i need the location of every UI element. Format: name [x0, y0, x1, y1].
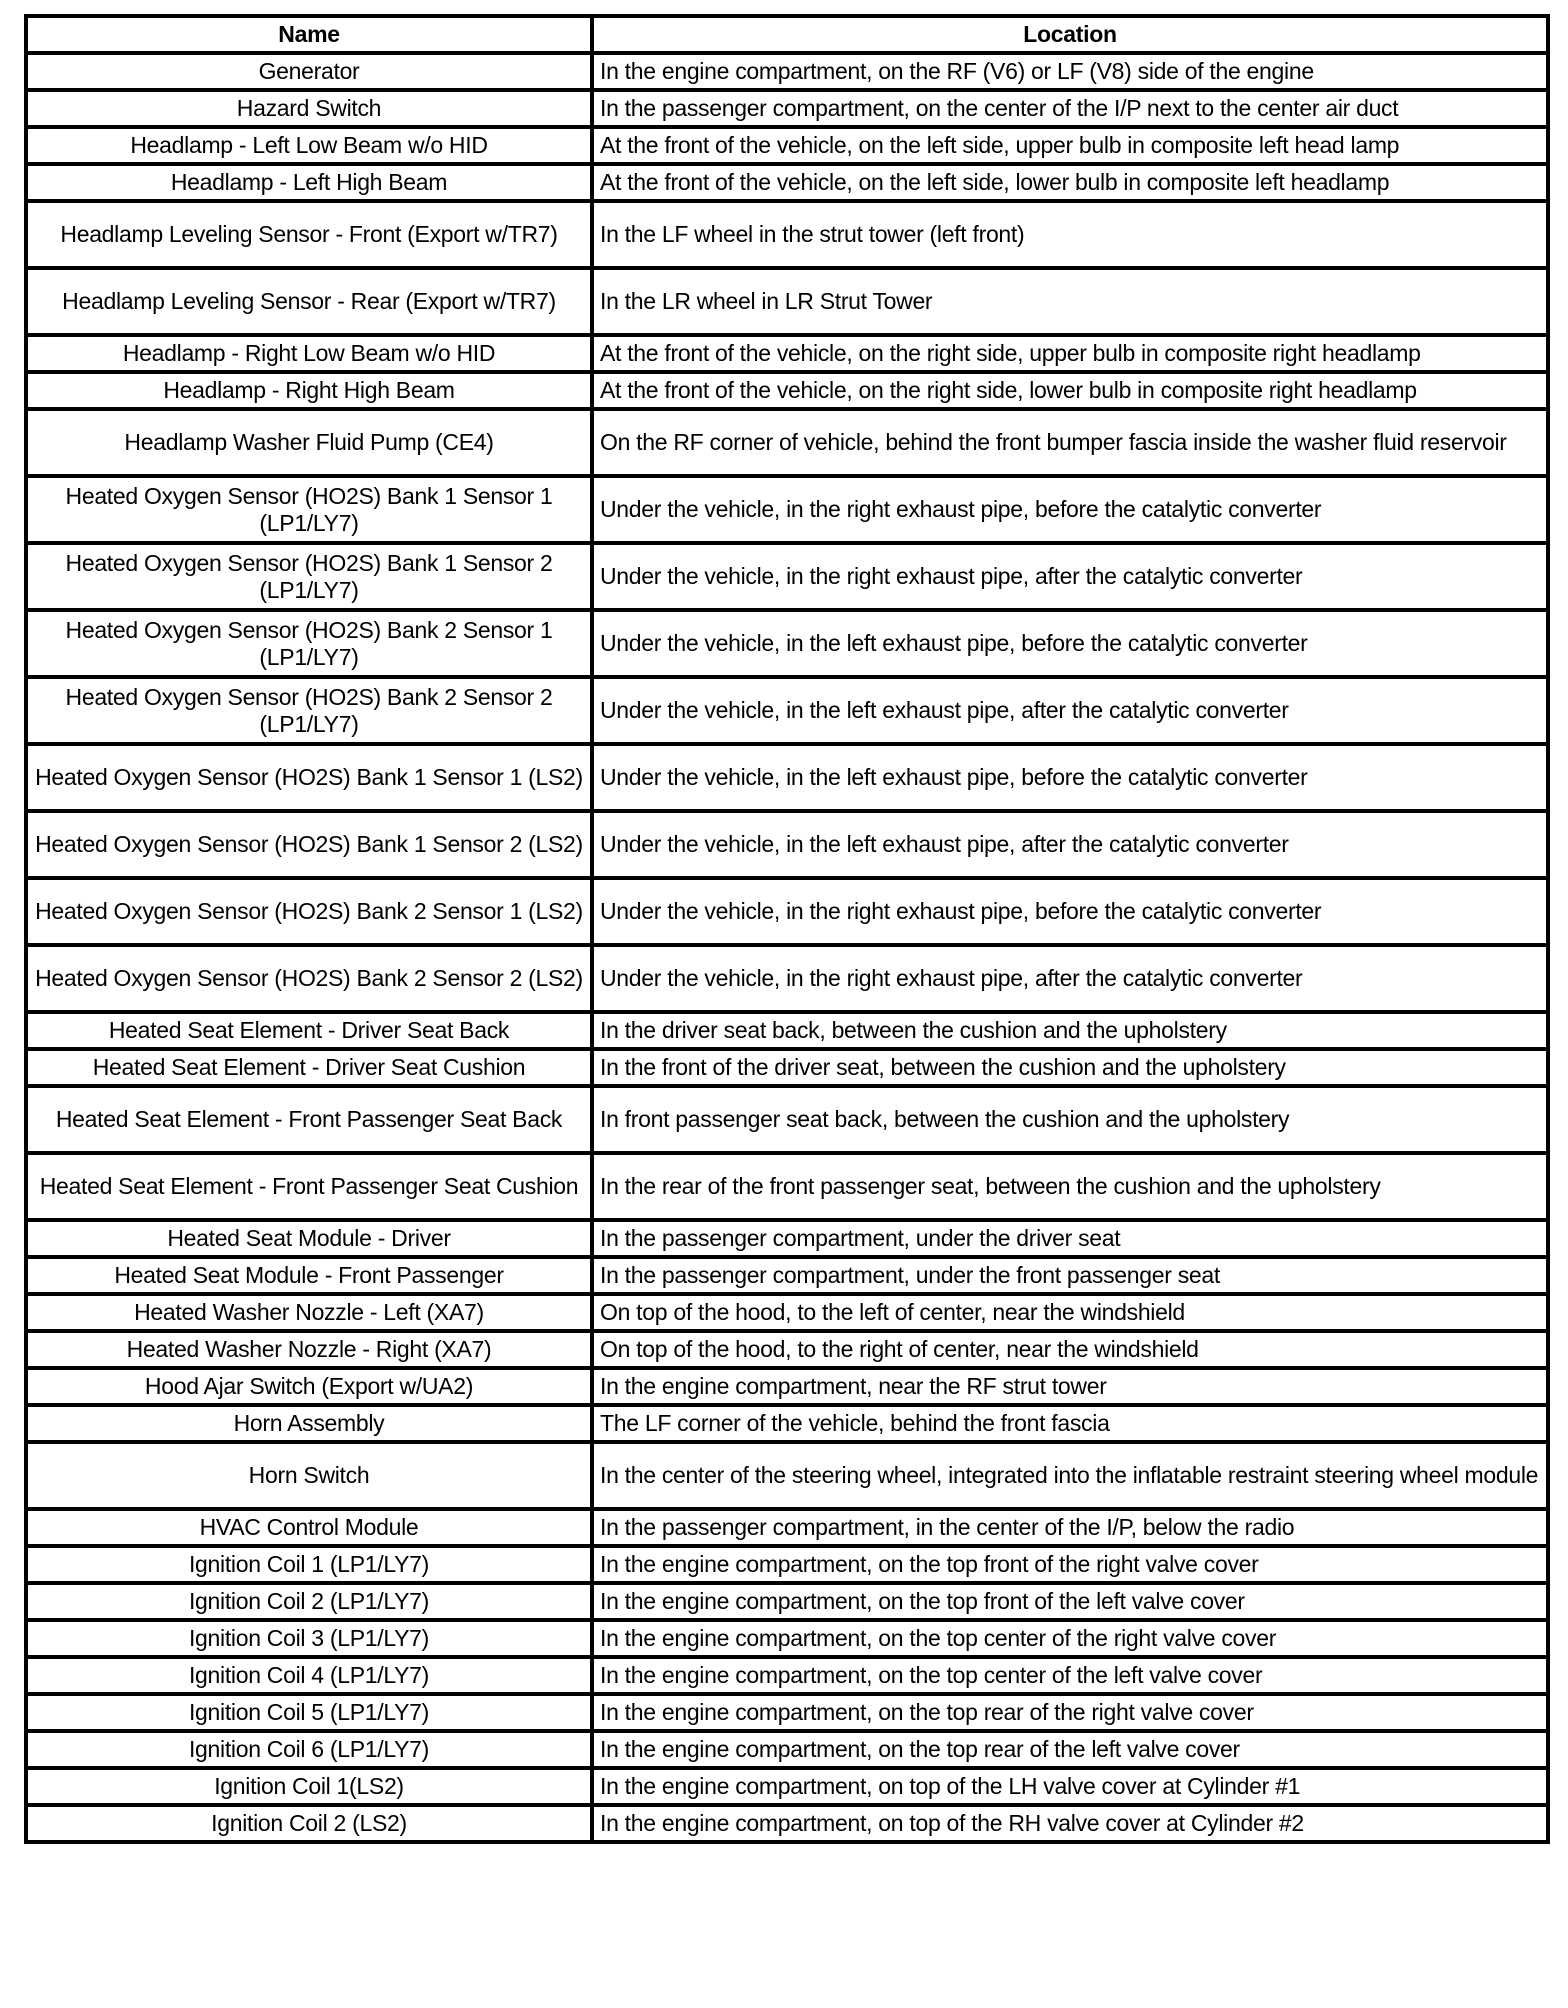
- cell-location: In the engine compartment, on top of the RH valve cover at Cylinder #2: [592, 1805, 1548, 1842]
- cell-location: On top of the hood, to the left of center, near the windshield: [592, 1294, 1548, 1331]
- cell-name: Hazard Switch: [26, 90, 592, 127]
- table-row: [26, 409, 1548, 476]
- cell-location: In the engine compartment, on the RF (V6) or LF (V8) side of the engine: [592, 53, 1548, 90]
- cell-location: Under the vehicle, in the left exhaust pipe, before the catalytic converter: [592, 610, 1548, 677]
- cell-location: In the front of the driver seat, between the cushion and the upholstery: [592, 1049, 1548, 1086]
- cell-location: In the engine compartment, on the top center of the right valve cover: [592, 1620, 1548, 1657]
- cell-location: In the engine compartment, on the top center of the left valve cover: [592, 1657, 1548, 1694]
- table-row: [26, 335, 1548, 372]
- cell-name: Headlamp - Right High Beam: [26, 372, 592, 409]
- cell-name: Ignition Coil 2 (LS2): [26, 1805, 592, 1842]
- cell-name: Heated Washer Nozzle - Left (XA7): [26, 1294, 592, 1331]
- cell-name: Heated Seat Element - Front Passenger Seat Cushion: [26, 1153, 592, 1220]
- cell-name: Heated Oxygen Sensor (HO2S) Bank 2 Sensor 1 (LS2): [26, 878, 592, 945]
- table-row: [26, 1012, 1548, 1049]
- table-row: [26, 1049, 1548, 1086]
- table-row: [26, 1583, 1548, 1620]
- cell-name: Headlamp Leveling Sensor - Front (Export w/TR7): [26, 201, 592, 268]
- table-row: [26, 201, 1548, 268]
- cell-name: Heated Seat Element - Driver Seat Back: [26, 1012, 592, 1049]
- cell-name: Heated Oxygen Sensor (HO2S) Bank 2 Sensor 1 (LP1/LY7): [26, 610, 592, 677]
- cell-name: Heated Seat Element - Driver Seat Cushion: [26, 1049, 592, 1086]
- table-row: [26, 878, 1548, 945]
- cell-location: In the driver seat back, between the cushion and the upholstery: [592, 1012, 1548, 1049]
- table-row: [26, 1086, 1548, 1153]
- cell-name: Ignition Coil 3 (LP1/LY7): [26, 1620, 592, 1657]
- cell-location: On top of the hood, to the right of center, near the windshield: [592, 1331, 1548, 1368]
- cell-name: Heated Oxygen Sensor (HO2S) Bank 1 Sensor 2 (LS2): [26, 811, 592, 878]
- cell-location: In front passenger seat back, between the cushion and the upholstery: [592, 1086, 1548, 1153]
- cell-name: Heated Washer Nozzle - Right (XA7): [26, 1331, 592, 1368]
- table-row: [26, 1294, 1548, 1331]
- cell-location: Under the vehicle, in the right exhaust pipe, before the catalytic converter: [592, 476, 1548, 543]
- cell-name: Heated Oxygen Sensor (HO2S) Bank 1 Sensor 1 (LS2): [26, 744, 592, 811]
- cell-location: Under the vehicle, in the left exhaust pipe, after the catalytic converter: [592, 811, 1548, 878]
- cell-name: Headlamp - Right Low Beam w/o HID: [26, 335, 592, 372]
- cell-location: In the rear of the front passenger seat, between the cushion and the upholstery: [592, 1153, 1548, 1220]
- cell-name: Heated Seat Module - Driver: [26, 1220, 592, 1257]
- cell-name: Generator: [26, 53, 592, 90]
- cell-location: Under the vehicle, in the right exhaust pipe, after the catalytic converter: [592, 945, 1548, 1012]
- table-row: [26, 1509, 1548, 1546]
- cell-name: Hood Ajar Switch (Export w/UA2): [26, 1368, 592, 1405]
- table-row: [26, 1620, 1548, 1657]
- table-row: [26, 744, 1548, 811]
- cell-name: Horn Assembly: [26, 1405, 592, 1442]
- component-location-table: [24, 14, 1550, 1844]
- cell-name: Ignition Coil 6 (LP1/LY7): [26, 1731, 592, 1768]
- cell-location: In the passenger compartment, in the center of the I/P, below the radio: [592, 1509, 1548, 1546]
- cell-location: Under the vehicle, in the left exhaust pipe, before the catalytic converter: [592, 744, 1548, 811]
- column-header-name: Name: [26, 16, 592, 53]
- cell-name: Heated Oxygen Sensor (HO2S) Bank 2 Sensor 2 (LS2): [26, 945, 592, 1012]
- cell-name: Ignition Coil 2 (LP1/LY7): [26, 1583, 592, 1620]
- cell-name: Heated Seat Module - Front Passenger: [26, 1257, 592, 1294]
- table-row: [26, 677, 1548, 744]
- cell-name: Heated Oxygen Sensor (HO2S) Bank 1 Sensor 1 (LP1/LY7): [26, 476, 592, 543]
- cell-location: At the front of the vehicle, on the right side, lower bulb in composite right headlamp: [592, 372, 1548, 409]
- cell-name: Headlamp Washer Fluid Pump (CE4): [26, 409, 592, 476]
- table-header-row: [26, 16, 1548, 53]
- table-row: [26, 1657, 1548, 1694]
- table-row: [26, 1731, 1548, 1768]
- cell-location: Under the vehicle, in the right exhaust pipe, after the catalytic converter: [592, 543, 1548, 610]
- cell-name: Heated Seat Element - Front Passenger Seat Back: [26, 1086, 592, 1153]
- cell-location: In the engine compartment, near the RF strut tower: [592, 1368, 1548, 1405]
- cell-location: In the engine compartment, on the top rear of the left valve cover: [592, 1731, 1548, 1768]
- table-row: [26, 1442, 1548, 1509]
- cell-location: Under the vehicle, in the left exhaust pipe, after the catalytic converter: [592, 677, 1548, 744]
- table-row: [26, 610, 1548, 677]
- table-row: [26, 945, 1548, 1012]
- cell-location: In the engine compartment, on the top front of the left valve cover: [592, 1583, 1548, 1620]
- cell-location: In the passenger compartment, under the front passenger seat: [592, 1257, 1548, 1294]
- table-row: [26, 1331, 1548, 1368]
- cell-name: Headlamp - Left High Beam: [26, 164, 592, 201]
- cell-name: HVAC Control Module: [26, 1509, 592, 1546]
- cell-name: Ignition Coil 1(LS2): [26, 1768, 592, 1805]
- cell-name: Headlamp - Left Low Beam w/o HID: [26, 127, 592, 164]
- cell-name: Ignition Coil 1 (LP1/LY7): [26, 1546, 592, 1583]
- table-row: [26, 1405, 1548, 1442]
- cell-location: Under the vehicle, in the right exhaust pipe, before the catalytic converter: [592, 878, 1548, 945]
- table-row: [26, 1694, 1548, 1731]
- table-row: [26, 1768, 1548, 1805]
- table-row: [26, 1220, 1548, 1257]
- table-row: [26, 268, 1548, 335]
- cell-location: On the RF corner of vehicle, behind the front bumper fascia inside the washer fluid reservoir: [592, 409, 1548, 476]
- cell-name: Heated Oxygen Sensor (HO2S) Bank 2 Sensor 2 (LP1/LY7): [26, 677, 592, 744]
- cell-name: Ignition Coil 5 (LP1/LY7): [26, 1694, 592, 1731]
- cell-location: At the front of the vehicle, on the right side, upper bulb in composite right headlamp: [592, 335, 1548, 372]
- table-row: [26, 53, 1548, 90]
- table-row: [26, 1153, 1548, 1220]
- cell-name: Horn Switch: [26, 1442, 592, 1509]
- cell-location: In the passenger compartment, on the center of the I/P next to the center air duct: [592, 90, 1548, 127]
- table-row: [26, 543, 1548, 610]
- cell-location: At the front of the vehicle, on the left side, upper bulb in composite left head lamp: [592, 127, 1548, 164]
- cell-name: Headlamp Leveling Sensor - Rear (Export w/TR7): [26, 268, 592, 335]
- cell-location: In the engine compartment, on top of the LH valve cover at Cylinder #1: [592, 1768, 1548, 1805]
- cell-location: In the passenger compartment, under the driver seat: [592, 1220, 1548, 1257]
- cell-location: In the engine compartment, on the top front of the right valve cover: [592, 1546, 1548, 1583]
- table-row: [26, 476, 1548, 543]
- cell-location: In the engine compartment, on the top rear of the right valve cover: [592, 1694, 1548, 1731]
- cell-location: In the center of the steering wheel, integrated into the inflatable restraint steering wheel module: [592, 1442, 1548, 1509]
- table-row: [26, 811, 1548, 878]
- cell-name: Heated Oxygen Sensor (HO2S) Bank 1 Sensor 2 (LP1/LY7): [26, 543, 592, 610]
- cell-location: In the LR wheel in LR Strut Tower: [592, 268, 1548, 335]
- table-row: [26, 1805, 1548, 1842]
- column-header-location: Location: [592, 16, 1548, 53]
- table-body: [26, 53, 1548, 1842]
- cell-location: In the LF wheel in the strut tower (left front): [592, 201, 1548, 268]
- cell-name: Ignition Coil 4 (LP1/LY7): [26, 1657, 592, 1694]
- table-row: [26, 164, 1548, 201]
- table-row: [26, 1257, 1548, 1294]
- table-row: [26, 1368, 1548, 1405]
- table-row: [26, 127, 1548, 164]
- table-row: [26, 1546, 1548, 1583]
- cell-location: The LF corner of the vehicle, behind the front fascia: [592, 1405, 1548, 1442]
- table-row: [26, 372, 1548, 409]
- table-row: [26, 90, 1548, 127]
- cell-location: At the front of the vehicle, on the left side, lower bulb in composite left headlamp: [592, 164, 1548, 201]
